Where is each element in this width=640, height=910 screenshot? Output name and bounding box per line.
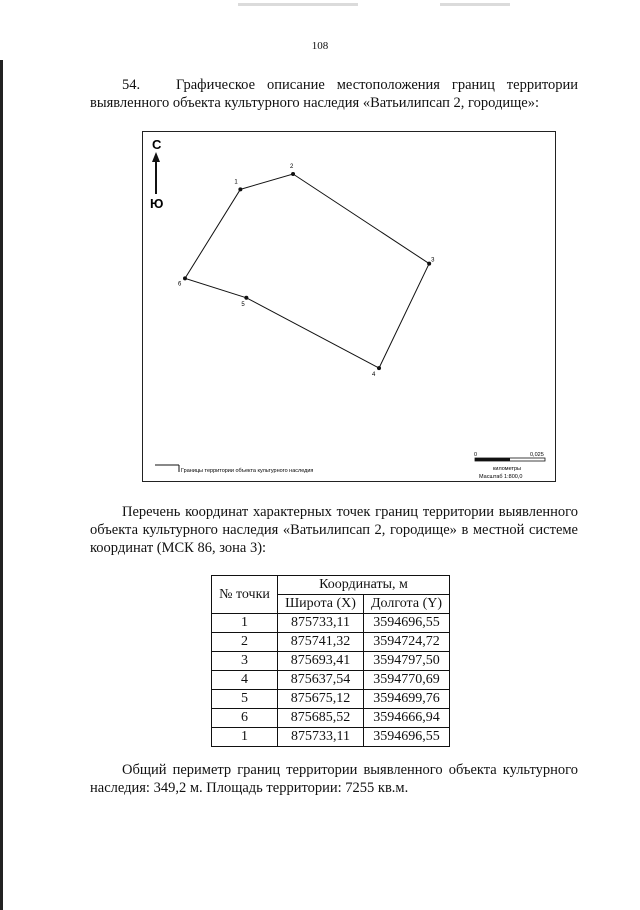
- boundary-point-marker: [183, 276, 187, 280]
- compass-north-label: С: [152, 137, 162, 152]
- header-longitude: Долгота (Y): [364, 595, 450, 614]
- boundary-point-label: 4: [372, 372, 376, 379]
- boundary-point-label: 5: [241, 301, 245, 308]
- table-row: [212, 709, 450, 728]
- cell-point: 1: [212, 728, 278, 747]
- cell-lat: 875675,12: [278, 690, 364, 709]
- boundary-point-label: 2: [290, 164, 294, 170]
- cell-lat: 875733,11: [278, 728, 364, 747]
- cell-point: 4: [212, 671, 278, 690]
- header-point: № точки: [212, 576, 278, 614]
- cell-lon: 3594696,55: [364, 728, 450, 747]
- cell-lat: 875741,32: [278, 633, 364, 652]
- section-number: 54.: [122, 77, 141, 93]
- table-row: [212, 652, 450, 671]
- cell-lat: 875685,52: [278, 709, 364, 728]
- table-row: [212, 633, 450, 652]
- table-row: [212, 690, 450, 709]
- legend-label: Границы территории объекта культурного наследия: [181, 468, 314, 474]
- header-coordinates: Координаты, м: [278, 576, 450, 595]
- boundary-point-marker: [244, 296, 248, 300]
- cell-point: 6: [212, 709, 278, 728]
- cell-lat: 875693,41: [278, 652, 364, 671]
- scan-noise: [238, 3, 358, 6]
- cell-lat: 875733,11: [278, 614, 364, 633]
- scan-noise: [0, 60, 3, 910]
- cell-point: 2: [212, 633, 278, 652]
- boundary-point-marker: [291, 172, 295, 176]
- table-row: [212, 614, 450, 633]
- perimeter-area-summary: Общий периметр границ территории выявленного объекта культурного наследия: 349,2 м. Площадь территории: 7255 кв.м.: [90, 762, 578, 796]
- scale-end-label: 0,025: [530, 452, 544, 458]
- boundary-point-marker: [377, 366, 381, 370]
- boundary-point-label: 1: [234, 179, 238, 186]
- cell-lon: 3594666,94: [364, 709, 450, 728]
- cell-point: 3: [212, 652, 278, 671]
- scale-bar-segment: [475, 458, 510, 461]
- cell-lon: 3594699,76: [364, 690, 450, 709]
- cell-lon: 3594696,55: [364, 614, 450, 633]
- compass-arrowhead-icon: [152, 152, 160, 162]
- coordinates-intro: Перечень координат характерных точек границ территории выявленного объекта культурного наследия «Ватьилипсап 2, городище» в местной системе координат (МСК 86, зона 3):: [90, 504, 578, 556]
- cell-point: 1: [212, 614, 278, 633]
- scale-unit-label: километры: [493, 466, 521, 472]
- boundary-outline: [185, 174, 429, 368]
- cell-lon: 3594797,50: [364, 652, 450, 671]
- boundary-point-label: 3: [431, 257, 435, 264]
- page-number: 108: [311, 40, 329, 52]
- coordinates-table: [211, 575, 450, 747]
- cell-lon: 3594724,72: [364, 633, 450, 652]
- header-latitude: Широта (X): [278, 595, 364, 614]
- boundary-point-label: 6: [178, 281, 182, 288]
- section-heading: [90, 76, 578, 112]
- boundary-map: [142, 131, 556, 482]
- cell-lon: 3594770,69: [364, 671, 450, 690]
- compass-south-label: Ю: [150, 196, 164, 211]
- cell-point: 5: [212, 690, 278, 709]
- section-title: Графическое описание местоположения границ территории выявленного объекта культурного наследия «Ватьилипсап 2, городище»:: [90, 77, 578, 111]
- table-row: [212, 728, 450, 747]
- boundary-point-marker: [238, 187, 242, 191]
- cell-lat: 875637,54: [278, 671, 364, 690]
- scan-noise: [440, 3, 510, 6]
- scale-ratio-label: Масштаб 1:800,0: [479, 474, 523, 480]
- scale-start-label: 0: [474, 452, 478, 458]
- boundary-map-canvas: [143, 132, 555, 481]
- table-row: [212, 671, 450, 690]
- boundary-polygon: [178, 164, 435, 378]
